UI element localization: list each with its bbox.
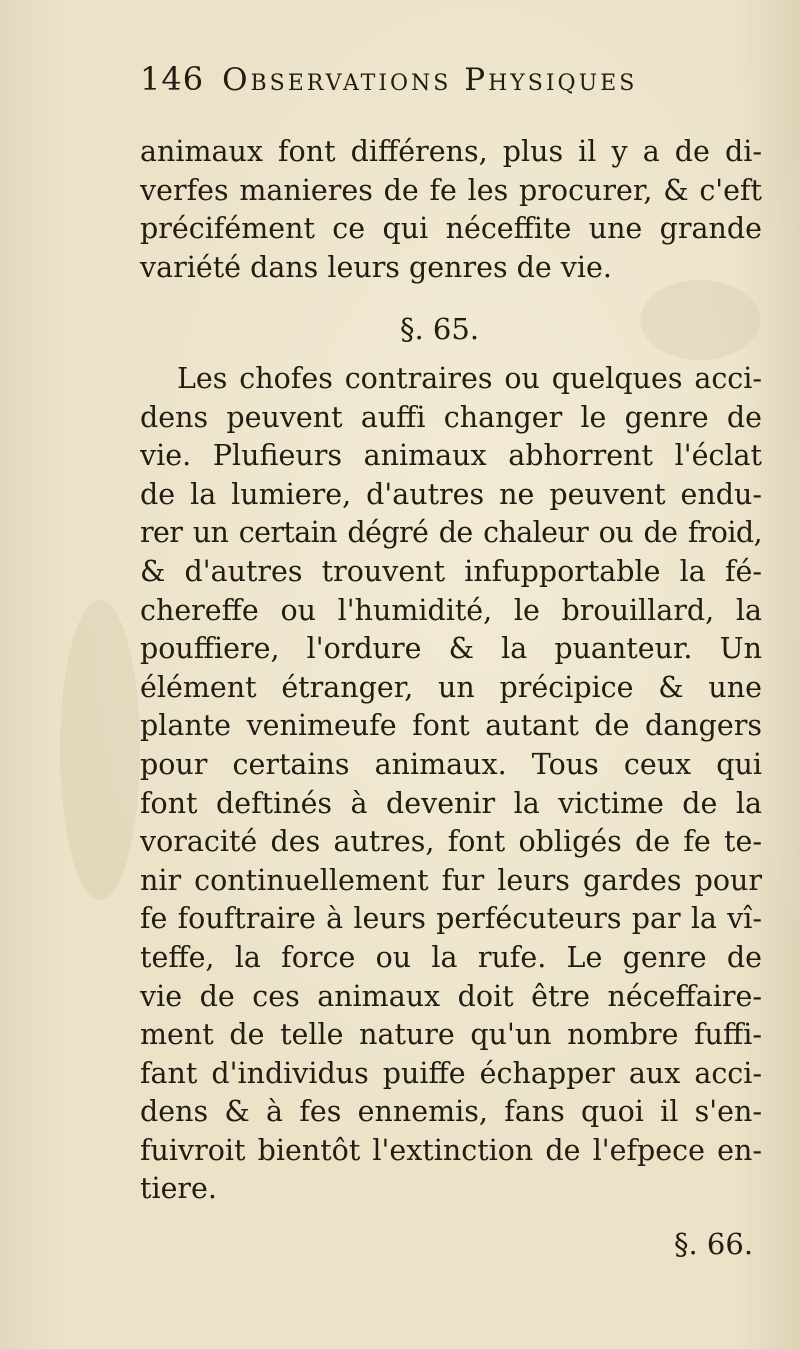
paper-stain: [60, 600, 140, 900]
text-line: dens & à fes ennemis, fans quoi il s'en-: [140, 1095, 762, 1129]
text-line: ment de telle nature qu'un nombre fuffi-: [140, 1018, 762, 1052]
text-line: Les chofes contraires ou quelques acci-: [177, 362, 762, 395]
text-line: rer un certain dégré de chaleur ou de froid,: [140, 516, 762, 550]
text-line: vie. Plufieurs animaux abhorrent l'éclat: [140, 439, 762, 473]
page-number: 146: [140, 60, 205, 98]
section-heading: §. 65.: [400, 312, 480, 346]
text-line: & d'autres trouvent infupportable la fé-: [140, 554, 762, 588]
catchword: §. 66.: [674, 1227, 754, 1261]
text-line: dens peuvent auffi changer le genre de: [140, 400, 762, 434]
text-line: voracité des autres, font obligés de fe te-: [140, 825, 762, 859]
text-line: élément étranger, un précipice & une: [140, 670, 762, 704]
paper-stain: [640, 280, 760, 360]
text-line: précifément ce qui néceffite une grande: [140, 212, 762, 246]
text-line: nir continuellement fur leurs gardes pour: [140, 863, 762, 897]
text-line: vie de ces animaux doit être néceffaire-: [140, 979, 762, 1013]
text-line: variété dans leurs genres de vie.: [140, 250, 612, 284]
text-line: fuivroit bientôt l'extinction de l'efpece en-: [140, 1133, 762, 1167]
text-line: plante venimeufe font autant de dangers: [140, 709, 762, 743]
text-line: font deftinés à devenir la victime de la: [140, 786, 762, 820]
text-line: animaux font différens, plus il y a de di-: [140, 135, 762, 168]
text-line: fant d'individus puiffe échapper aux acci-: [140, 1056, 762, 1090]
text-line: teffe, la force ou la rufe. Le genre de: [140, 940, 762, 974]
text-line: chereffe ou l'humidité, le brouillard, la: [140, 593, 762, 627]
text-line: pour certains animaux. Tous ceux qui: [140, 747, 762, 781]
text-line: tiere.: [140, 1172, 217, 1206]
paragraph-continuation: [140, 133, 762, 287]
text-line: de la lumiere, d'autres ne peuvent endu-: [140, 477, 762, 511]
running-head-title: Observations Physiques: [222, 62, 638, 98]
paragraph-section-65: [140, 360, 762, 1209]
text-line: fe fouftraire à leurs perfécuteurs par la vî-: [140, 902, 762, 936]
text-line: pouffiere, l'ordure & la puanteur. Un: [140, 632, 762, 666]
running-head: [140, 60, 780, 112]
text-line: verfes manieres de fe les procurer, & c'eft: [140, 173, 762, 207]
